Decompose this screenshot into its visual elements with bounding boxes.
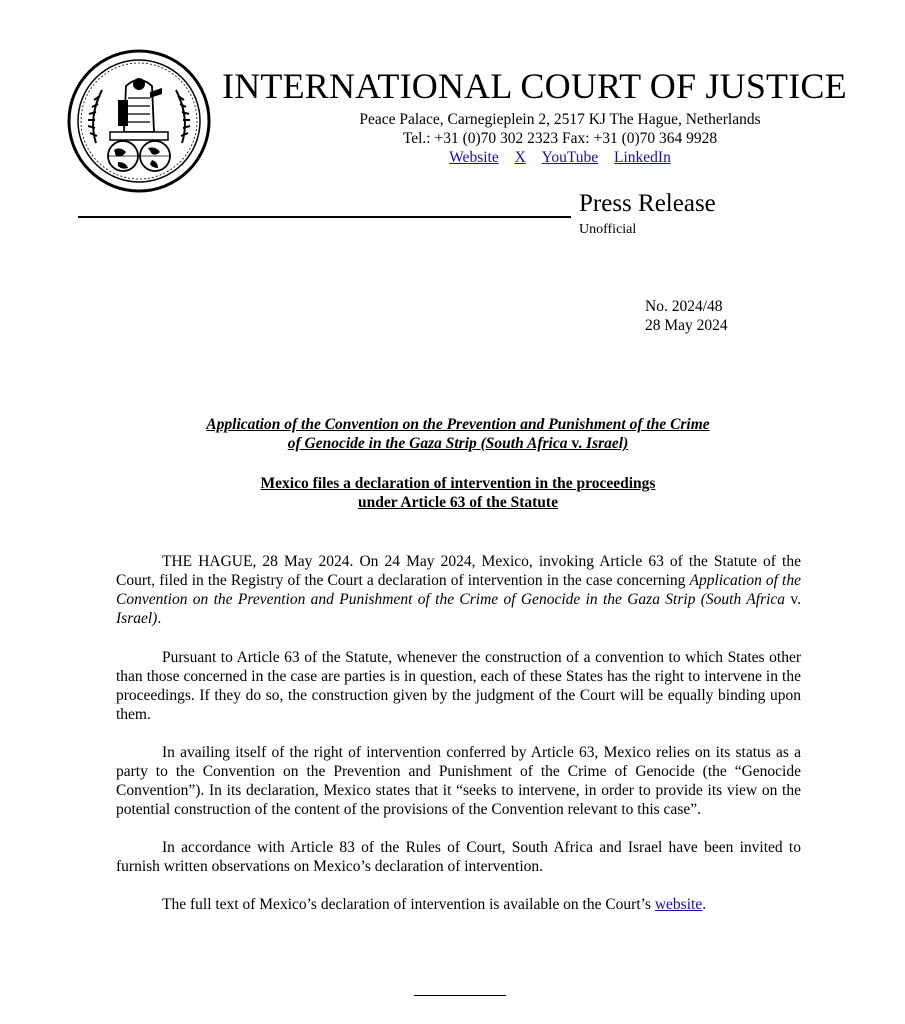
release-date: 28 May 2024 (645, 317, 728, 334)
youtube-link[interactable]: YouTube (541, 149, 599, 166)
contact-line: Tel.: +31 (0)70 302 2323 Fax: +31 (0)70 364 9928 (402, 130, 718, 147)
paragraph-1-end: . (157, 610, 162, 627)
social-links (290, 148, 830, 167)
court-website-link[interactable]: website (654, 896, 703, 913)
headline (100, 474, 816, 512)
icj-seal-icon (66, 48, 212, 194)
paragraph-1-versus: v. (785, 591, 801, 608)
press-release-title: Press Release (579, 190, 716, 217)
website-link[interactable]: Website (449, 149, 499, 166)
release-reference (645, 297, 728, 335)
paragraph-4: In accordance with Article 83 of the Rules of Court, South Africa and Israel have been invited to furnish written observations on Mexico’s declaration of intervention. (116, 839, 801, 875)
paragraph-5-end: . (702, 896, 707, 913)
address-line: Peace Palace, Carnegieplein 2, 2517 KJ The Hague, Netherlands (359, 111, 761, 128)
case-title-part-b: Israel) (586, 435, 629, 452)
press-body (116, 552, 801, 933)
paragraph-5 (116, 895, 801, 914)
headline-line-1: Mexico files a declaration of intervention in the proceedings (260, 475, 656, 492)
court-name: INTERNATIONAL COURT OF JUSTICE (222, 66, 847, 106)
header-divider (78, 216, 571, 218)
case-title-line-1: Application of the Convention on the Prevention and Punishment of the Crime (206, 416, 710, 433)
case-title-versus: v. (567, 435, 587, 452)
paragraph-1 (116, 552, 801, 628)
paragraph-1-case-a: Application of the Convention on the Prevention and Punishment of the Crime of Genocide in the Gaza Strip (South Africa (116, 572, 801, 608)
headline-line-2: under Article 63 of the Statute (358, 494, 558, 511)
paragraph-1-start: THE HAGUE, 28 May 2024. On 24 May 2024, Mexico, invoking Article 63 of the Statute of the Court, filed in the Registry of the Court a declaration of intervention in the case concerning (116, 553, 801, 589)
case-title (100, 415, 816, 453)
paragraph-1-case-b: Israel) (116, 610, 158, 627)
linkedin-link[interactable]: LinkedIn (614, 149, 671, 166)
x-link[interactable]: X (514, 149, 526, 166)
press-release-subtitle: Unofficial (579, 222, 637, 237)
case-title-line-2 (100, 434, 816, 453)
end-divider (414, 995, 506, 996)
paragraph-3: In availing itself of the right of intervention conferred by Article 63, Mexico relies on its status as a party to the Convention on the Prevention and Punishment of the Crime of Genocide (the “Genocide Convention”). In its declaration, Mexico states that it “seeks to intervene, in order to provide its view on the potential construction of the content of the provisions of the Convention relevant to this case”. (116, 744, 801, 818)
case-title-part-a: of Genocide in the Gaza Strip (South Africa (287, 435, 568, 452)
address-block (290, 110, 830, 167)
paragraph-5-start: The full text of Mexico’s declaration of intervention is available on the Court’s (162, 896, 655, 913)
paragraph-2: Pursuant to Article 63 of the Statute, whenever the construction of a convention to which States other than those concerned in the case are parties is in question, each of these States has the right to intervene in the proceedings. If they do so, the construction given by the judgment of the Court will be equally binding upon them. (116, 649, 801, 723)
release-number: No. 2024/48 (645, 298, 723, 315)
